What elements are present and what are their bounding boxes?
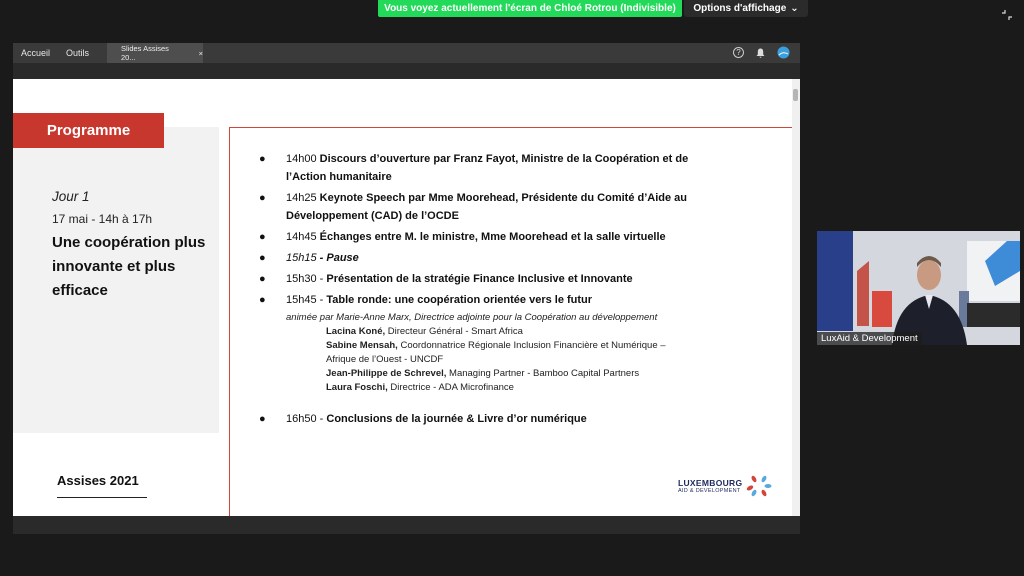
panelist-role: Afrique de l’Ouest - UNCDF: [326, 354, 444, 365]
agenda-text: Keynote Speech par Mme Moorehead, Présidente du Comité d’Aide au Développement (CAD) de l’OCDE: [286, 192, 688, 222]
shared-app-window: [13, 43, 800, 534]
agenda-item: [259, 189, 729, 225]
slide-headline: Une coopération plus innovante et plus efficace: [52, 234, 206, 299]
logo-text: LUXEMBOURG: [678, 478, 743, 488]
agenda-text: Présentation de la stratégie Finance Inclusive et Innovante: [326, 273, 633, 285]
panelist-name: Jean-Philippe de Schrevel,: [326, 368, 447, 379]
agenda-text: Table ronde: une coopération orientée vers le futur: [326, 294, 593, 306]
panelist-name: Laura Foschi,: [326, 382, 388, 393]
agenda-text: Discours d’ouverture par Franz Fayot, Ministre de la Coopération et de l’Action humanitaire: [286, 153, 689, 183]
bullet: ●: [259, 153, 266, 165]
panelist-role: Directeur Général - Smart Africa: [387, 326, 523, 337]
event-footer: Assises 2021: [57, 473, 139, 488]
agenda-time: 15h45 -: [286, 294, 324, 306]
screen-share-banner: Vous voyez actuellement l'écran de Chloé Rotrou (Indivisible): [378, 0, 682, 17]
toolbar-strip: [13, 63, 800, 79]
agenda-time: 14h45: [286, 231, 317, 243]
avatar[interactable]: [777, 46, 790, 59]
footer-underline: [57, 497, 147, 498]
agenda-item: [259, 410, 729, 428]
panelist-line: [326, 339, 666, 353]
slide-scrollbar[interactable]: [792, 79, 800, 516]
agenda-item: [259, 150, 729, 186]
panelist-role: Directrice - ADA Microfinance: [390, 382, 514, 393]
menu-outils[interactable]: Outils: [66, 48, 90, 58]
menu-accueil[interactable]: Accueil: [21, 48, 51, 58]
logo-mark-icon: [746, 474, 772, 498]
help-icon[interactable]: ?: [733, 47, 744, 58]
bullet: ●: [259, 252, 266, 264]
panelist-line: [326, 381, 514, 395]
panelist-role: Managing Partner - Bamboo Capital Partners: [449, 368, 640, 379]
panelist-name: Lacina Koné,: [326, 326, 386, 337]
panelist-role: Coordonnatrice Régionale Inclusion Financière et Numérique –: [400, 340, 666, 351]
bullet: ●: [259, 231, 266, 243]
agenda-time: 14h25: [286, 192, 317, 204]
agenda-frame: [229, 127, 792, 516]
moderator-line: animée par Marie-Anne Marx, Directrice adjointe pour la Coopération au développement: [286, 312, 658, 323]
view-options-button[interactable]: [684, 0, 808, 17]
programme-title: Programme: [13, 113, 164, 148]
tab-label: Slides Assises 20...: [121, 44, 169, 62]
view-options-label: Options d'affichage: [693, 3, 787, 14]
panelist-line: [326, 325, 523, 339]
participant-video-tile[interactable]: [817, 231, 1020, 345]
panelist-line: [326, 367, 639, 381]
bullet: ●: [259, 192, 266, 204]
agenda-time: 15h30 -: [286, 273, 324, 285]
bell-icon[interactable]: [754, 46, 767, 59]
bullet: ●: [259, 413, 266, 425]
bullet: ●: [259, 294, 266, 306]
close-icon[interactable]: ×: [198, 48, 203, 58]
agenda-item: [259, 291, 729, 309]
agenda-time: 15h15: [286, 252, 317, 264]
day-label: Jour 1: [52, 189, 90, 204]
video-feed: [817, 231, 1020, 345]
app-titlebar: [13, 43, 800, 63]
scroll-thumb[interactable]: [793, 89, 798, 101]
tab-slides[interactable]: [107, 43, 203, 63]
agenda-time: 16h50 -: [286, 413, 324, 425]
bullet: ●: [259, 273, 266, 285]
bottom-bar: [13, 516, 800, 534]
panelist-name: Sabine Mensah,: [326, 340, 398, 351]
agenda-item: [259, 228, 729, 246]
chevron-down-icon: ⌄: [790, 3, 799, 14]
participant-name: LuxAid & Development: [817, 332, 922, 345]
agenda-text: - Pause: [319, 252, 359, 264]
logo-subtext: AID & DEVELOPMENT: [678, 488, 741, 494]
exit-fullscreen-icon[interactable]: [996, 6, 1018, 24]
agenda-item: [259, 270, 729, 288]
agenda-text: Échanges entre M. le ministre, Mme Moorehead et la salle virtuelle: [319, 231, 666, 243]
agenda-item: [259, 249, 729, 267]
panelist-line: [326, 353, 443, 367]
agenda-time: 14h00: [286, 153, 317, 165]
date-time: 17 mai - 14h à 17h: [52, 212, 153, 226]
agenda-text: Conclusions de la journée & Livre d’or numérique: [326, 413, 587, 425]
luxembourg-aid-logo: [678, 474, 772, 498]
presentation-slide: [13, 79, 792, 516]
